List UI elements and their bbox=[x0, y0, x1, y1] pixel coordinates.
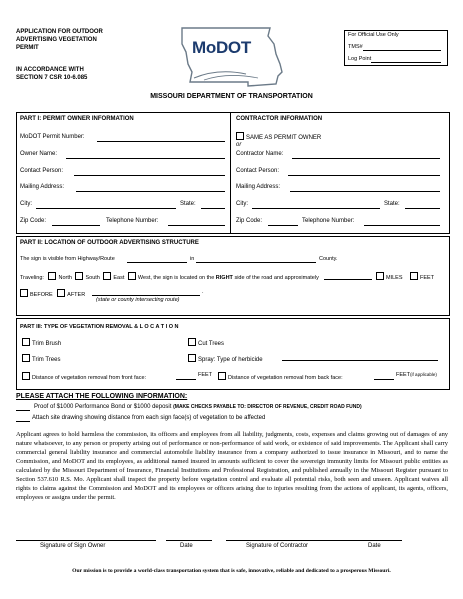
application-title: APPLICATION FOR OUTDOOR ADVERTISING VEGETATION PERMIT bbox=[16, 29, 103, 51]
or-label: or bbox=[236, 142, 242, 148]
regulation-reference: IN ACCORDANCE WITH SECTION 7 CSR 10-6.085 bbox=[16, 67, 88, 81]
part1-heading: PART I: PERMIT OWNER INFORMATION bbox=[20, 116, 134, 122]
before-after-row: BEFORE AFTER bbox=[20, 289, 85, 298]
contractor-signature-field[interactable] bbox=[226, 540, 366, 541]
contractor-address-field[interactable] bbox=[290, 191, 440, 192]
highway-route-field[interactable] bbox=[127, 262, 187, 263]
front-feet-label: FEET bbox=[198, 372, 213, 378]
cut-trees-option[interactable]: Cut Trees bbox=[188, 338, 224, 347]
part3-heading: PART III: TYPE OF VEGETATION REMOVAL & L O C A T I O N bbox=[20, 324, 179, 330]
traveling-row: Traveling: North South East West, the sign is located on the RIGHT side of the road and approximately bbox=[20, 272, 319, 281]
miles-checkbox[interactable] bbox=[376, 272, 384, 280]
official-use-box bbox=[344, 30, 448, 66]
owner-signature-label: Signature of Sign Owner bbox=[40, 543, 106, 549]
spray-checkbox[interactable] bbox=[188, 354, 196, 362]
contractor-date-field[interactable] bbox=[356, 540, 402, 541]
city-field[interactable] bbox=[36, 208, 176, 209]
contractor-address-label: Mailing Address: bbox=[236, 184, 281, 190]
front-face-checkbox[interactable] bbox=[22, 372, 30, 380]
intersecting-route-field[interactable] bbox=[92, 295, 200, 296]
before-checkbox[interactable] bbox=[20, 289, 28, 297]
period-label: . bbox=[202, 289, 204, 295]
missouri-outline-icon bbox=[178, 24, 286, 92]
site-drawing-item: Attach site drawing showing distance from each sign face(s) of vegetation to be affected bbox=[32, 415, 266, 421]
contractor-telephone-field[interactable] bbox=[364, 225, 440, 226]
logo-wordmark: MoDOT bbox=[192, 38, 251, 57]
log-point-label: Log Point bbox=[348, 56, 372, 62]
feet-option[interactable]: FEET bbox=[410, 272, 434, 281]
cut-trees-checkbox[interactable] bbox=[188, 338, 196, 346]
front-face-distance-field[interactable] bbox=[176, 379, 196, 380]
attach-heading: PLEASE ATTACH THE FOLLOWING INFORMATION: bbox=[16, 393, 188, 400]
trim-trees-option[interactable]: Trim Trees bbox=[22, 354, 60, 363]
in-label: in bbox=[190, 256, 195, 262]
official-use-label: For Official Use Only bbox=[348, 32, 399, 38]
front-face-row: Distance of vegetation removal from front face: bbox=[22, 372, 146, 381]
feet-checkbox[interactable] bbox=[410, 272, 418, 280]
mailing-address-field[interactable] bbox=[76, 191, 225, 192]
after-checkbox[interactable] bbox=[57, 289, 65, 297]
mission-statement: Our mission is to provide a world-class transportation system that is safe, innovative, reliable and dedicated to a prosperous Missouri. bbox=[72, 568, 391, 574]
herbicide-field[interactable] bbox=[282, 360, 438, 361]
state-field[interactable] bbox=[201, 208, 225, 209]
distance-field[interactable] bbox=[324, 279, 372, 280]
same-as-owner-option[interactable]: SAME AS PERMIT OWNER bbox=[236, 132, 321, 141]
mailing-address-label: Mailing Address: bbox=[20, 184, 65, 190]
same-as-owner-checkbox[interactable] bbox=[236, 132, 244, 140]
east-checkbox[interactable] bbox=[103, 272, 111, 280]
owner-name-label: Owner Name: bbox=[20, 151, 58, 157]
county-label: County. bbox=[319, 256, 338, 262]
telephone-field[interactable] bbox=[168, 225, 225, 226]
back-face-checkbox[interactable] bbox=[218, 372, 226, 380]
contractor-signature-label: Signature of Contractor bbox=[246, 543, 309, 549]
contractor-state-label: State: bbox=[384, 201, 400, 207]
contractor-city-label: City: bbox=[236, 201, 248, 207]
tms-field[interactable] bbox=[363, 50, 441, 51]
contractor-date-label: Date bbox=[368, 543, 381, 549]
contractor-city-field[interactable] bbox=[252, 208, 380, 209]
spray-option[interactable]: Spray: Type of herbicide bbox=[188, 354, 263, 363]
liability-agreement: Applicant agrees to hold harmless the commission, its officers and employees from all liability, judgments, costs, expenses and claims growing out of damages of any nature whatsoever, to any person or property arising out of performance or non-performance of said work, or existence of said improvements. The Applicant shall carry commercial general liability insurance and commercial automobile liability insurance from a company authorized to issue insurance in Missouri, and to name the Commission, and MoDOT and its employees, as additional named insured in amounts sufficient to cover the sovereign immunity limits for Missouri public entities as calculated by the Missouri Department of Insurance, Financial Institutions and Professional Registration, and published annually in the Missouri Register pursuant to Section 537.610 R.S. Mo. Applicant shall inspect the property before vegetation control and evaluate all potential risks, both seen and unseen. Applicant waives all rights to claims against the Commission and MoDOT and its employees or officers arising due to injuries resulting from the actions of applicant, its agents, officers, employees or assigns under the permit. bbox=[16, 431, 448, 501]
south-checkbox[interactable] bbox=[75, 272, 83, 280]
contractor-zip-label: Zip Code: bbox=[236, 218, 263, 224]
contractor-zip-field[interactable] bbox=[268, 225, 298, 226]
telephone-label: Telephone Number: bbox=[106, 218, 159, 224]
department-title: MISSOURI DEPARTMENT OF TRANSPORTATION bbox=[150, 93, 313, 100]
owner-name-field[interactable] bbox=[66, 158, 225, 159]
contractor-name-label: Contractor Name: bbox=[236, 151, 284, 157]
contractor-contact-field[interactable] bbox=[288, 175, 440, 176]
sketch-check-field[interactable] bbox=[16, 421, 30, 422]
back-face-row: Distance of vegetation removal from back face: bbox=[218, 372, 343, 381]
trim-trees-checkbox[interactable] bbox=[22, 354, 30, 362]
intersecting-route-hint: (state or county intersecting route) bbox=[96, 297, 180, 303]
contractor-contact-label: Contact Person: bbox=[236, 168, 280, 174]
owner-signature-field[interactable] bbox=[16, 540, 156, 541]
back-face-distance-field[interactable] bbox=[374, 379, 394, 380]
contractor-name-field[interactable] bbox=[292, 158, 440, 159]
contractor-telephone-label: Telephone Number: bbox=[302, 218, 355, 224]
permit-number-field[interactable] bbox=[97, 141, 225, 142]
section-divider bbox=[230, 112, 231, 233]
contractor-heading: CONTRACTOR INFORMATION bbox=[236, 116, 323, 122]
part1-section bbox=[16, 112, 450, 234]
west-checkbox[interactable] bbox=[128, 272, 136, 280]
owner-date-label: Date bbox=[180, 543, 193, 549]
city-label: City: bbox=[20, 201, 32, 207]
state-label: State: bbox=[180, 201, 196, 207]
trim-brush-option[interactable]: Trim Brush bbox=[22, 338, 61, 347]
bond-item: Proof of $1000 Performance Bond or $1000 deposit (MAKE CHECKS PAYABLE TO: DIRECTOR OF REVENUE, CREDIT ROAD FUND) bbox=[34, 404, 362, 410]
tms-label: TMS# bbox=[348, 44, 363, 50]
visible-from-label: The sign is visible from Highway/Route bbox=[20, 256, 115, 262]
miles-option[interactable]: MILES bbox=[376, 272, 403, 281]
north-checkbox[interactable] bbox=[48, 272, 56, 280]
bond-check-field[interactable] bbox=[16, 410, 30, 411]
contractor-state-field[interactable] bbox=[405, 208, 440, 209]
contact-person-label: Contact Person: bbox=[20, 168, 64, 174]
part2-heading: PART II: LOCATION OF OUTDOOR ADVERTISING STRUCTURE bbox=[20, 240, 199, 246]
log-point-field[interactable] bbox=[371, 62, 441, 63]
zip-label: Zip Code: bbox=[20, 218, 47, 224]
permit-number-label: MoDOT Permit Number: bbox=[20, 134, 85, 140]
owner-date-field[interactable] bbox=[166, 540, 212, 541]
contact-person-field[interactable] bbox=[74, 175, 225, 176]
trim-brush-checkbox[interactable] bbox=[22, 338, 30, 346]
back-feet-label: FEET(if applicable) bbox=[396, 372, 437, 378]
county-field[interactable] bbox=[196, 262, 316, 263]
zip-field[interactable] bbox=[52, 225, 100, 226]
modot-logo bbox=[178, 24, 286, 92]
